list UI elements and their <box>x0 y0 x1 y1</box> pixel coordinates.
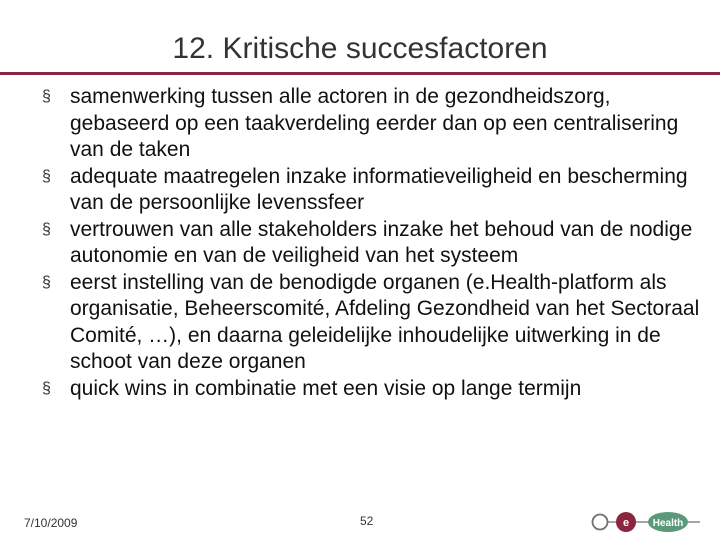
logo-ring-icon <box>593 515 608 530</box>
footer-date: 7/10/2009 <box>24 516 78 530</box>
logo-e-letter: e <box>622 517 630 529</box>
bullet-marker-icon: § <box>42 273 51 291</box>
bullet-marker-icon: § <box>42 88 51 105</box>
bullet-text: samenwerking tussen alle actoren in de gezondheidszorg, gebaseerd op een taakverdeling eerder dan op een centralisering van de taken <box>70 85 679 161</box>
bullet-marker-icon: § <box>42 167 51 185</box>
title-divider <box>0 72 720 75</box>
bullet-text: adequate maatregelen inzake informatieveiligheid en bescherming van de persoonlijke levenssfeer <box>70 164 688 214</box>
logo-health-word: Health <box>652 518 684 529</box>
bullet-marker-icon: § <box>42 220 51 238</box>
bullet-item <box>40 376 700 403</box>
bullet-item <box>40 217 700 270</box>
bullet-item <box>40 84 700 164</box>
bullet-text: quick wins in combinatie met een visie op lange termijn <box>70 376 582 400</box>
bullet-item <box>40 164 700 217</box>
bullet-text: vertrouwen van alle stakeholders inzake het behoud van de nodige autonomie en van de veiligheid van het systeem <box>70 217 693 267</box>
ehealth-logo <box>590 507 720 537</box>
bullet-text: eerst instelling van de benodigde organen (e.Health-platform als organisatie, Beheerscomité, Afdeling Gezondheid van het Sectoraal Comité, …), en daarna geleidelijke inhoudelijke uitwerking in de schoot van deze organen <box>70 270 700 373</box>
slide-title: 12. Kritische succesfactoren <box>172 32 548 65</box>
bullet-list <box>40 84 700 402</box>
bullet-marker-icon: § <box>42 379 51 397</box>
bullet-item <box>40 270 700 376</box>
page-number: 52 <box>360 514 374 528</box>
